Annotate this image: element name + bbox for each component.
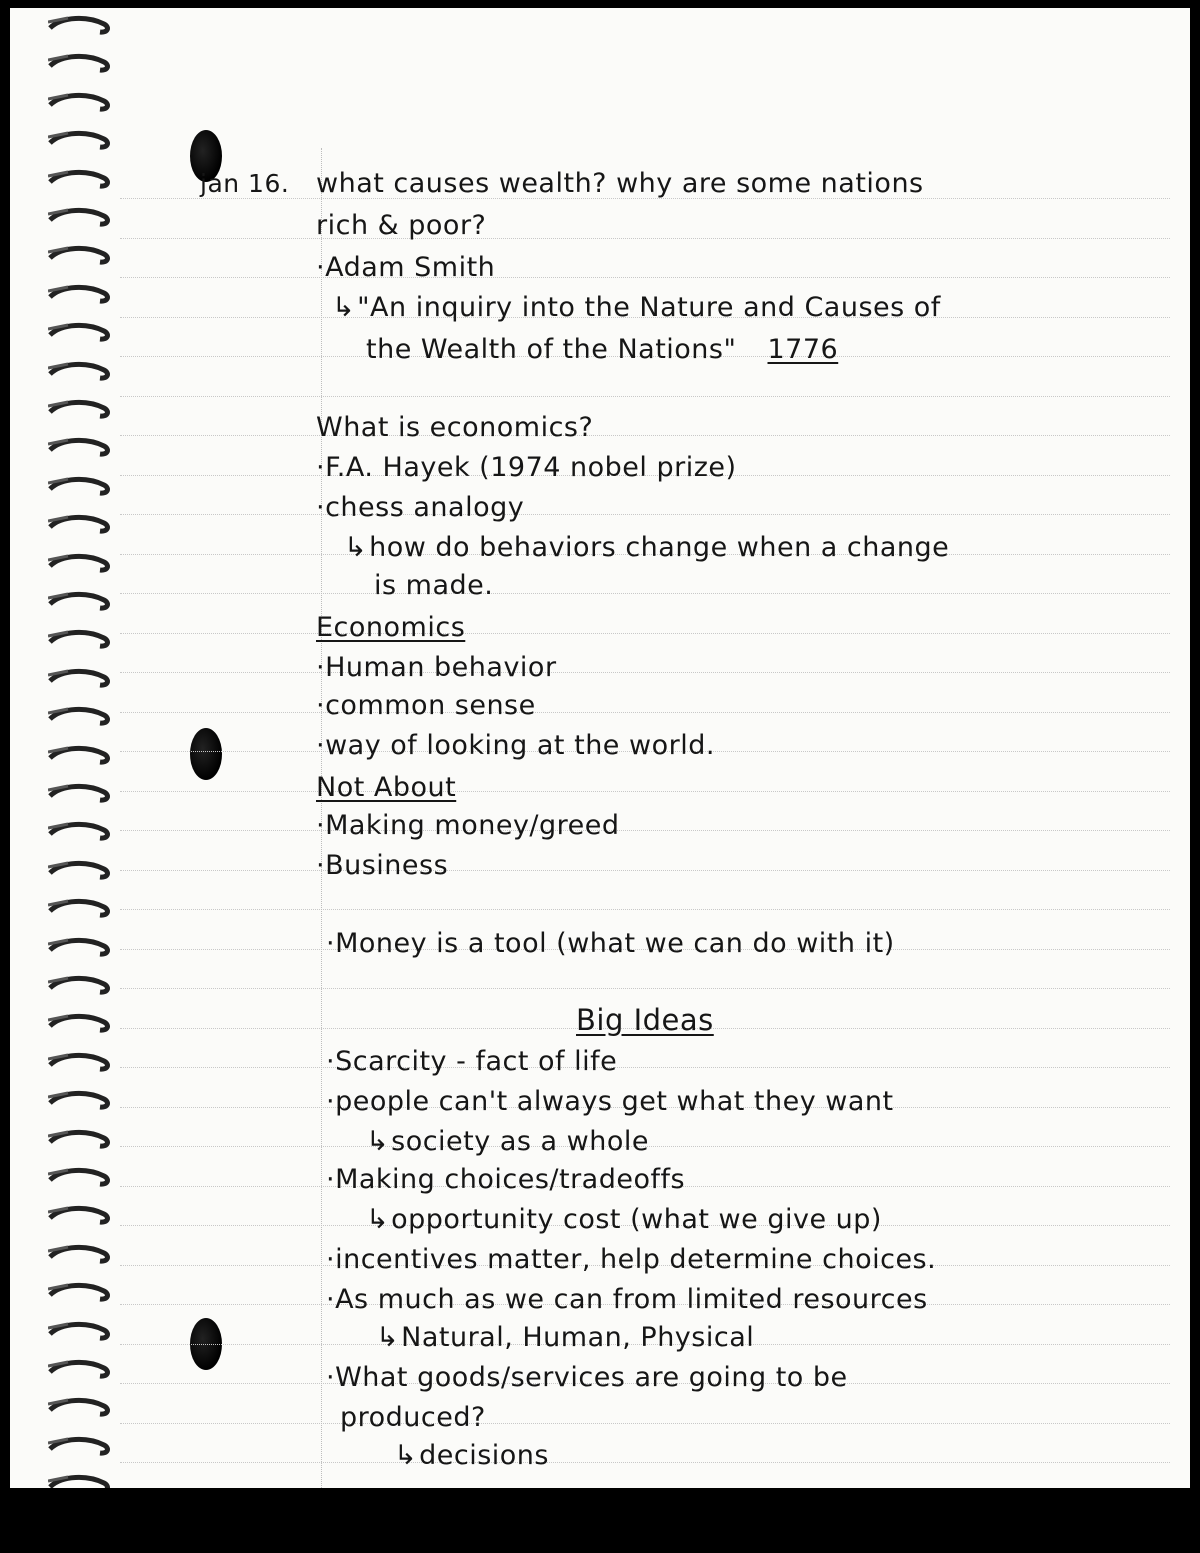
note-line-text: how do behaviors change when a change (369, 532, 950, 563)
note-line: is made. (374, 570, 494, 601)
spiral-coil-icon (48, 1051, 118, 1073)
spiral-coil-icon (48, 398, 118, 420)
spiral-coil-icon (48, 168, 118, 190)
spiral-coil-icon (48, 475, 118, 497)
spiral-coil-icon (48, 936, 118, 958)
note-line: ·Human behavior (316, 652, 557, 683)
spiral-coil-icon (48, 1089, 118, 1111)
binder-hole-middle (190, 728, 222, 780)
note-line (344, 532, 949, 564)
spiral-coil-icon (48, 820, 118, 842)
notebook-page (10, 8, 1190, 1488)
ruled-line (120, 712, 1170, 713)
spiral-coil-icon (48, 1435, 118, 1457)
spiral-coil-icon (48, 1358, 118, 1380)
spiral-coil-icon (48, 667, 118, 689)
note-line-text: the Wealth of the Nations" (366, 334, 737, 365)
year-underlined: 1776 (767, 334, 839, 365)
ruled-line (120, 988, 1170, 989)
spiral-coil-icon (48, 129, 118, 151)
note-line-text: opportunity cost (what we give up) (391, 1204, 882, 1235)
note-line: rich & poor? (316, 210, 487, 241)
spiral-coil-icon (48, 1473, 118, 1488)
ruled-line (120, 672, 1170, 673)
note-line (376, 1322, 754, 1354)
ruled-line (120, 791, 1170, 792)
ruled-line (120, 909, 1170, 910)
note-line: ·chess analogy (316, 492, 525, 523)
section-heading: Not About (316, 772, 457, 803)
spiral-coil-icon (48, 705, 118, 727)
spiral-coil-icon (48, 1012, 118, 1034)
arrow-icon: ↳ (332, 292, 356, 323)
note-line-text: "An inquiry into the Nature and Causes of (357, 292, 941, 323)
note-line (332, 292, 941, 324)
note-line: what causes wealth? why are some nations (316, 168, 924, 199)
arrow-icon: ↳ (344, 532, 368, 563)
spiral-coil-icon (48, 1281, 118, 1303)
note-line: ·Making choices/tradeoffs (326, 1164, 686, 1195)
ruled-line (120, 277, 1170, 278)
spiral-coil-icon (48, 52, 118, 74)
spiral-coil-icon (48, 321, 118, 343)
spiral-coil-icon (48, 360, 118, 382)
note-line: produced? (340, 1402, 486, 1433)
ruled-line (120, 830, 1170, 831)
note-line: ·What goods/services are going to be (326, 1362, 848, 1393)
spiral-coil-icon (48, 744, 118, 766)
note-line: What is economics? (316, 412, 594, 443)
note-line: ·common sense (316, 690, 536, 721)
ruled-line (120, 435, 1170, 436)
arrow-icon: ↳ (366, 1126, 390, 1157)
note-line (366, 1204, 882, 1236)
ruled-line (120, 238, 1170, 239)
spiral-coil-icon (48, 1243, 118, 1265)
spiral-coil-icon (48, 897, 118, 919)
note-line: ·incentives matter, help determine choices. (326, 1244, 937, 1275)
section-heading: Economics (316, 612, 466, 643)
ruled-line (120, 514, 1170, 515)
note-line: ·Business (316, 850, 449, 881)
spiral-coil-icon (48, 1396, 118, 1418)
ruled-line (120, 396, 1170, 397)
spiral-coil-icon (48, 1128, 118, 1150)
spiral-coil-icon (48, 782, 118, 804)
spiral-coil-icon (48, 628, 118, 650)
note-line: ·Making money/greed (316, 810, 620, 841)
note-line (366, 1126, 649, 1158)
spiral-coil-icon (48, 436, 118, 458)
ruled-line (120, 1423, 1170, 1424)
note-line: ·As much as we can from limited resources (326, 1284, 928, 1315)
spiral-coil-icon (48, 1204, 118, 1226)
note-line: ·Money is a tool (what we can do with it) (326, 928, 895, 959)
ruled-line (120, 633, 1170, 634)
note-line: ·people can't always get what they want (326, 1086, 894, 1117)
note-line: ·Adam Smith (316, 252, 496, 283)
note-line: ·Scarcity - fact of life (326, 1046, 618, 1077)
note-line (366, 334, 838, 366)
note-date: jan 16. (200, 169, 290, 198)
spiral-coil-icon (48, 513, 118, 535)
spiral-coil-icon (48, 14, 118, 36)
ruled-line (120, 870, 1170, 871)
spiral-coil-icon (48, 859, 118, 881)
spiral-coil-icon (48, 590, 118, 612)
ruled-line (120, 593, 1170, 594)
note-line (394, 1440, 549, 1472)
arrow-icon: ↳ (366, 1204, 390, 1235)
arrow-icon: ↳ (394, 1440, 418, 1471)
spiral-coil-icon (48, 91, 118, 113)
note-line: ·F.A. Hayek (1974 nobel prize) (316, 452, 737, 483)
ruled-line (120, 1462, 1170, 1463)
arrow-icon: ↳ (376, 1322, 400, 1353)
spiral-coil-icon (48, 283, 118, 305)
spiral-coil-icon (48, 206, 118, 228)
section-heading: Big Ideas (576, 1003, 714, 1037)
spiral-coil-icon (48, 974, 118, 996)
note-line-text: Natural, Human, Physical (401, 1322, 755, 1353)
spiral-coil-icon (48, 1320, 118, 1342)
spiral-coil-icon (48, 1166, 118, 1188)
note-line: ·way of looking at the world. (316, 730, 715, 761)
spiral-coil-icon (48, 244, 118, 266)
note-line-text: society as a whole (391, 1126, 649, 1157)
note-line-text: decisions (419, 1440, 549, 1471)
ruled-line (120, 1067, 1170, 1068)
spiral-binding (48, 8, 128, 1488)
spiral-coil-icon (48, 552, 118, 574)
